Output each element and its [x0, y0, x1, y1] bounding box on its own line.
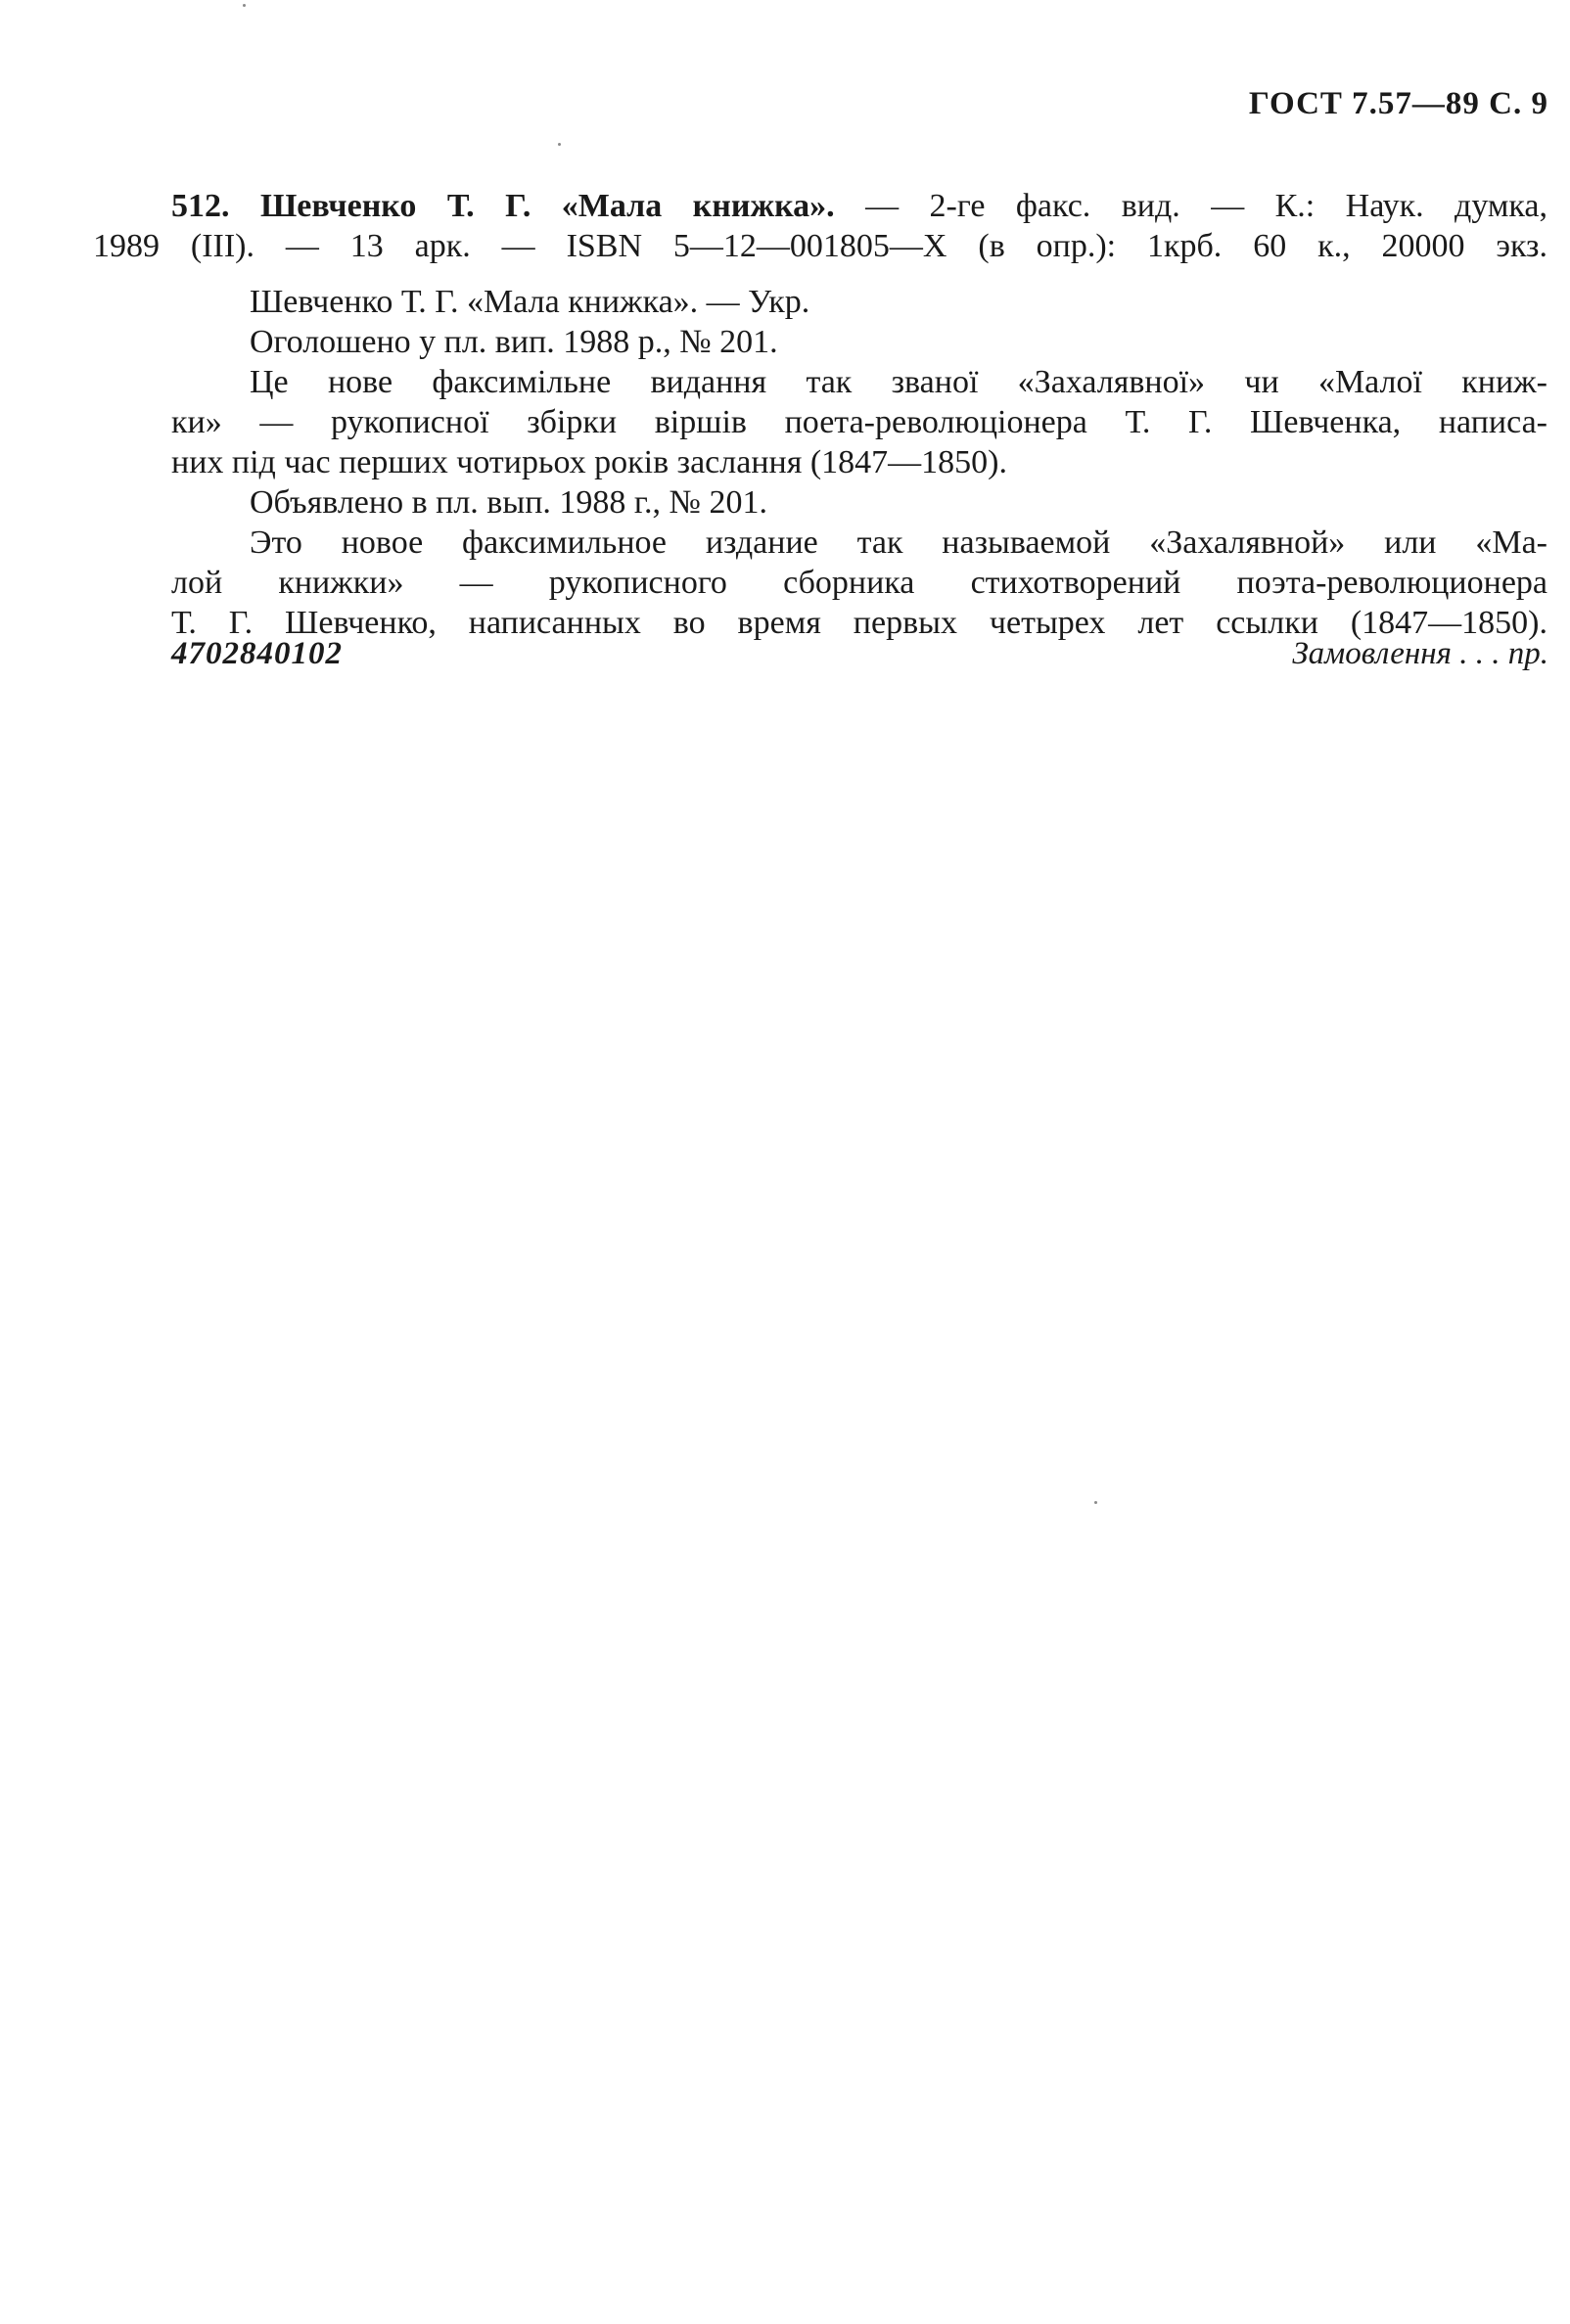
rus-desc-line-3: Т. Г. Шевченко, написанных во время первых четырех лет ссылки (1847—1850). — [171, 605, 1547, 641]
entry-author-title: Шевченко Т. Г. «Мала книжка». — [259, 188, 835, 224]
ukr-desc-line-1: Це нове факсимільне видання так званої «Захалявної» чи «Малої книж- — [250, 364, 1547, 400]
footer-code: 4702840102 — [171, 636, 343, 671]
entry-imprint: — 2-ге факс. вид. — К.: Наук. думка, — [865, 188, 1548, 224]
entry-line-1 — [171, 186, 1547, 226]
entry-line-2: 1989 (III). — 13 арк. — ISBN 5—12—001805—X (в опр.): 1крб. 60 к., 20000 экз. — [93, 228, 1547, 264]
page-header: ГОСТ 7.57—89 С. 9 — [1248, 86, 1548, 121]
ukr-desc-line-3: них під час перших чотирьох років заслання (1847—1850). — [171, 444, 1008, 480]
ukr-description — [171, 362, 1547, 482]
scan-speck — [1094, 1501, 1097, 1504]
annotation-russian — [171, 482, 1547, 643]
ukr-announced: Оголошено у пл. вип. 1988 р., № 201. — [250, 324, 778, 360]
rus-desc-line-2: лой книжки» — рукописного сборника стихотворений поэта-революционера — [171, 565, 1547, 601]
entry-number: 512. — [171, 188, 230, 224]
bibliographic-entry — [93, 186, 1548, 266]
footer-order: Замовлення . . . пр. — [1292, 636, 1548, 671]
scan-speck — [243, 4, 246, 7]
rus-announced: Объявлено в пл. вып. 1988 г., № 201. — [250, 484, 767, 521]
scan-speck — [558, 143, 561, 146]
ukr-title-line: Шевченко Т. Г. «Мала книжка». — Укр. — [250, 284, 810, 320]
annotation-ukrainian — [250, 282, 1547, 362]
ukr-desc-line-2: ки» — рукописної збірки віршів поета-революціонера Т. Г. Шевченка, написа- — [171, 404, 1547, 440]
rus-desc-line-1: Это новое факсимильное издание так называемой «Захалявной» или «Ма- — [250, 524, 1547, 561]
